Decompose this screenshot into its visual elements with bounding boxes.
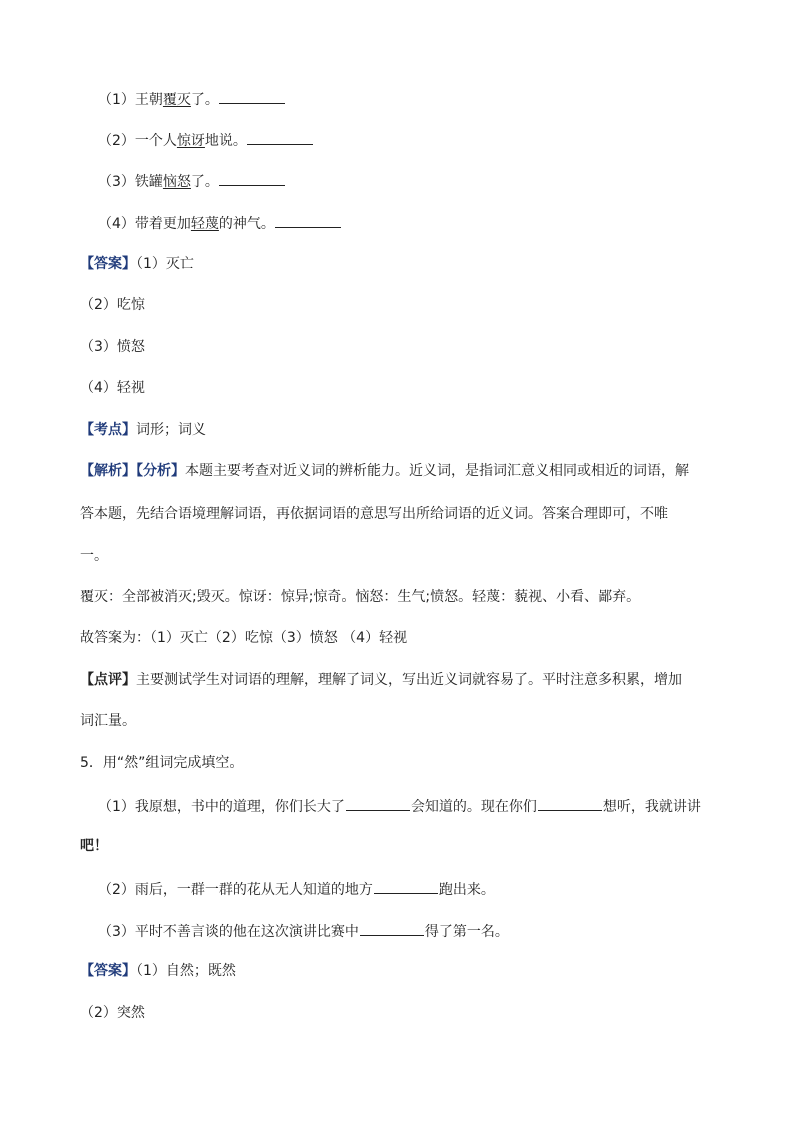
answer-blank[interactable] bbox=[360, 920, 424, 936]
answer-line: （3）愤怒 bbox=[80, 339, 145, 355]
answer-line: （4）轻视 bbox=[80, 380, 145, 396]
answer-blank[interactable] bbox=[219, 88, 285, 104]
dianping-line: 词汇量。 bbox=[80, 713, 136, 729]
item-text: 的神气。 bbox=[218, 216, 275, 232]
answer-blank[interactable] bbox=[247, 129, 313, 145]
answer-blank[interactable] bbox=[374, 878, 438, 894]
item-text: 带着更加 bbox=[134, 216, 191, 232]
question-item bbox=[98, 129, 313, 151]
kaodian-line bbox=[80, 420, 206, 440]
answer-text: （1）自然；既然 bbox=[136, 963, 236, 979]
kaodian-tag: 【考点】 bbox=[80, 422, 136, 438]
dianping-tag: 【点评】 bbox=[80, 672, 136, 688]
item-text: 会知道的。现在你们 bbox=[410, 799, 537, 815]
answer-line: （2）突然 bbox=[80, 1005, 145, 1021]
question-item-continuation: 吧！ bbox=[80, 838, 108, 854]
item-number: （2） bbox=[98, 882, 135, 898]
answer-line bbox=[80, 961, 236, 981]
answer-tag: 【答案】 bbox=[80, 256, 136, 272]
underlined-word: 恼怒 bbox=[162, 174, 191, 190]
item-text: 了。 bbox=[190, 92, 219, 108]
item-text: 王朝 bbox=[134, 92, 163, 108]
answer-blank[interactable] bbox=[346, 795, 410, 811]
answer-blank[interactable] bbox=[219, 170, 285, 186]
kaodian-text: 词形；词义 bbox=[136, 422, 206, 438]
item-number: （3） bbox=[98, 924, 135, 940]
item-text: 得了第一名。 bbox=[424, 924, 509, 940]
answer-line bbox=[80, 254, 194, 274]
jiexi-tag: 【解析】【分析】 bbox=[80, 463, 185, 479]
item-number: （3） bbox=[98, 174, 135, 190]
dianping-line bbox=[80, 670, 682, 690]
question-title: 5．用“然”组词完成填空。 bbox=[80, 755, 244, 771]
item-text: 想听，我就讲讲 bbox=[602, 799, 701, 815]
question-item bbox=[98, 878, 495, 900]
item-text: 铁罐 bbox=[134, 174, 163, 190]
jiexi-line bbox=[80, 461, 689, 481]
item-text: 雨后，一群一群的花从无人知道的地方 bbox=[134, 882, 373, 898]
item-text: 了。 bbox=[190, 174, 219, 190]
question-item bbox=[98, 212, 341, 234]
underlined-word: 惊讶 bbox=[176, 133, 205, 149]
jiexi-line: 答本题，先结合语境理解词语，再依据词语的意思写出所给词语的近义词。答案合理即可，不唯 bbox=[80, 506, 668, 522]
question-item bbox=[98, 795, 701, 817]
answer-blank[interactable] bbox=[538, 795, 602, 811]
final-answer-line: 故答案为：（1）灭亡（2）吃惊（3）愤怒 （4）轻视 bbox=[80, 630, 408, 646]
item-number: （2） bbox=[98, 133, 135, 149]
question-item bbox=[98, 88, 285, 110]
item-number: （1） bbox=[98, 92, 135, 108]
underlined-word: 轻蔑 bbox=[190, 216, 219, 232]
item-text: 一个人 bbox=[134, 133, 177, 149]
item-text: 我原想，书中的道理，你们长大了 bbox=[134, 799, 345, 815]
dianping-text: 主要测试学生对词语的理解，理解了词义，写出近义词就容易了。平时注意多积累，增加 bbox=[136, 672, 682, 688]
jiexi-line: 一。 bbox=[80, 548, 108, 564]
underlined-word: 覆灭 bbox=[162, 92, 191, 108]
question-item bbox=[98, 920, 509, 942]
answer-blank[interactable] bbox=[275, 212, 341, 228]
jiexi-text: 本题主要考查对近义词的辨析能力。近义词，是指词汇意义相同或相近的词语，解 bbox=[185, 463, 689, 479]
answer-text: （1）灭亡 bbox=[136, 256, 194, 272]
answer-line: （2）吃惊 bbox=[80, 297, 145, 313]
meanings-line: 覆灭：全部被消灭;毁灭。惊讶：惊异;惊奇。恼怒：生气;愤怒。轻蔑：藐视、小看、鄙弃。 bbox=[80, 589, 641, 605]
item-number: （4） bbox=[98, 216, 135, 232]
item-text: 跑出来。 bbox=[438, 882, 495, 898]
item-number: （1） bbox=[98, 799, 135, 815]
item-text: 平时不善言谈的他在这次演讲比赛中 bbox=[134, 924, 359, 940]
item-text: 地说。 bbox=[204, 133, 247, 149]
question-item bbox=[98, 170, 285, 192]
answer-tag: 【答案】 bbox=[80, 963, 136, 979]
